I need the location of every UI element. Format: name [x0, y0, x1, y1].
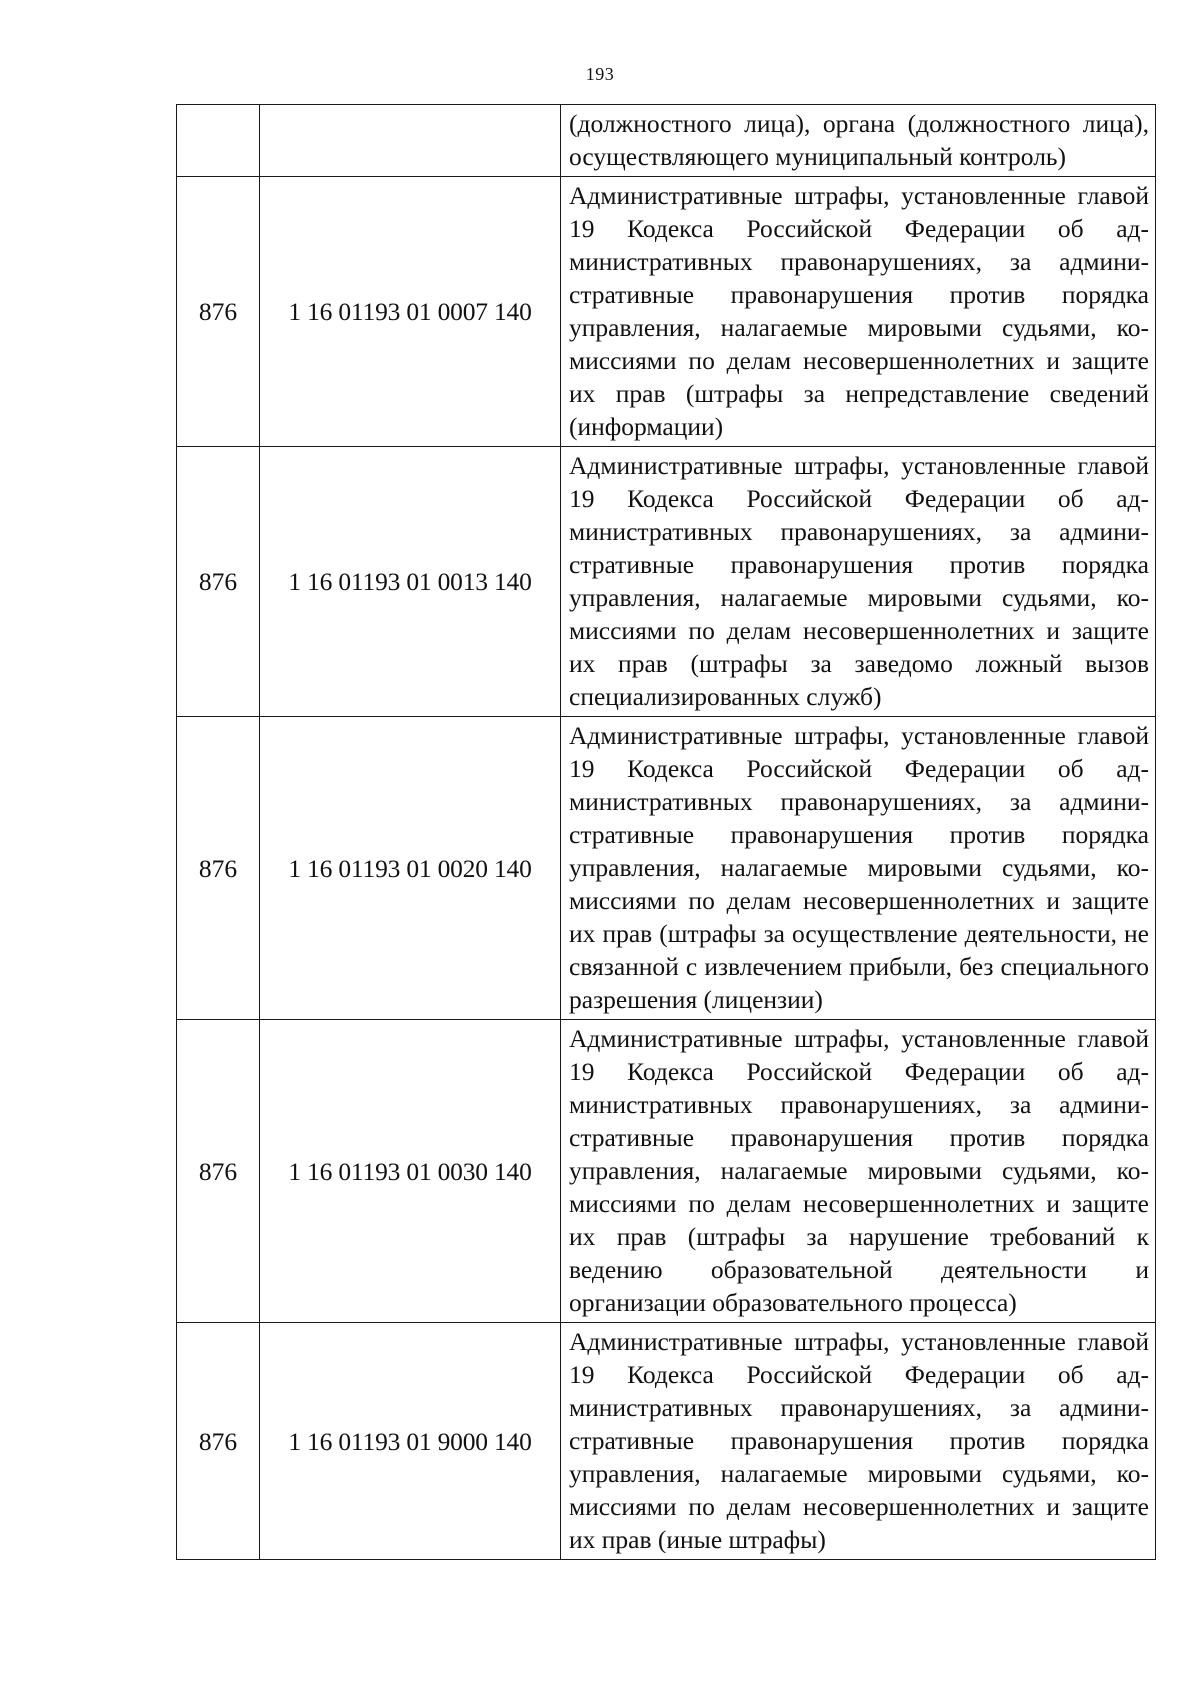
description-cell [561, 717, 1156, 1020]
table-row [177, 447, 1156, 717]
description-cell [561, 177, 1156, 447]
page-number: 193 [585, 64, 615, 84]
budget-code-cell [260, 105, 561, 177]
budget-code-cell: 1 16 01193 01 9000 140 [260, 1323, 561, 1560]
description-text: Административные штрафы, установленные главой 19 Кодекса Российской Федерации об административных правонарушениях, за административные правонарушения против порядка управления, налагаемые мировыми судьями, комиссиями по делам несовершеннолетних и защите их прав (штрафы за осуществление деятельности, не связанной с извлечением прибыли, без специального разрешения (лицензии) [569, 721, 1149, 1014]
description-text: Административные штрафы, установленные главой 19 Кодекса Российской Федерации об административных правонарушениях, за административные правонарушения против порядка управления, налагаемые мировыми судьями, комиссиями по делам несовершеннолетних и защите их прав (штрафы за заведомо ложный вызов специализированных служб) [569, 451, 1149, 711]
table-row [177, 1020, 1156, 1323]
description-text: Административные штрафы, установленные главой 19 Кодекса Российской Федерации об административных правонарушениях, за административные правонарушения против порядка управления, налагаемые мировыми судьями, комиссиями по делам несовершеннолетних и защите их прав (иные штрафы) [569, 1327, 1149, 1554]
table-row [177, 717, 1156, 1020]
description-text: Административные штрафы, установленные главой 19 Кодекса Российской Федерации об административных правонарушениях, за административные правонарушения против порядка управления, налагаемые мировыми судьями, комиссиями по делам несовершеннолетних и защите их прав (штрафы за нарушение требований к ведению образовательной деятельности и организации образовательного процесса) [569, 1024, 1149, 1317]
description-cell [561, 105, 1156, 177]
budget-code-cell: 1 16 01193 01 0020 140 [260, 717, 561, 1020]
description-text: (должностного лица), органа (должностного лица), осуществляющего муниципальный контроль) [569, 109, 1149, 171]
description-text: Административные штрафы, установленные главой 19 Кодекса Российской Федерации об административных правонарушениях, за административные правонарушения против порядка управления, налагаемые мировыми судьями, комиссиями по делам несовершеннолетних и защите их прав (штрафы за непредставление сведений (информации) [569, 181, 1149, 441]
admin-code-cell: 876 [177, 717, 260, 1020]
table-row [177, 105, 1156, 177]
budget-code-cell: 1 16 01193 01 0030 140 [260, 1020, 561, 1323]
description-cell [561, 447, 1156, 717]
budget-codes-table [176, 104, 1156, 1560]
admin-code-cell: 876 [177, 177, 260, 447]
table-row [177, 1323, 1156, 1560]
description-cell [561, 1020, 1156, 1323]
budget-code-cell: 1 16 01193 01 0007 140 [260, 177, 561, 447]
description-cell [561, 1323, 1156, 1560]
admin-code-cell: 876 [177, 1323, 260, 1560]
table-row [177, 177, 1156, 447]
budget-code-cell: 1 16 01193 01 0013 140 [260, 447, 561, 717]
admin-code-cell [177, 105, 260, 177]
admin-code-cell: 876 [177, 447, 260, 717]
admin-code-cell: 876 [177, 1020, 260, 1323]
